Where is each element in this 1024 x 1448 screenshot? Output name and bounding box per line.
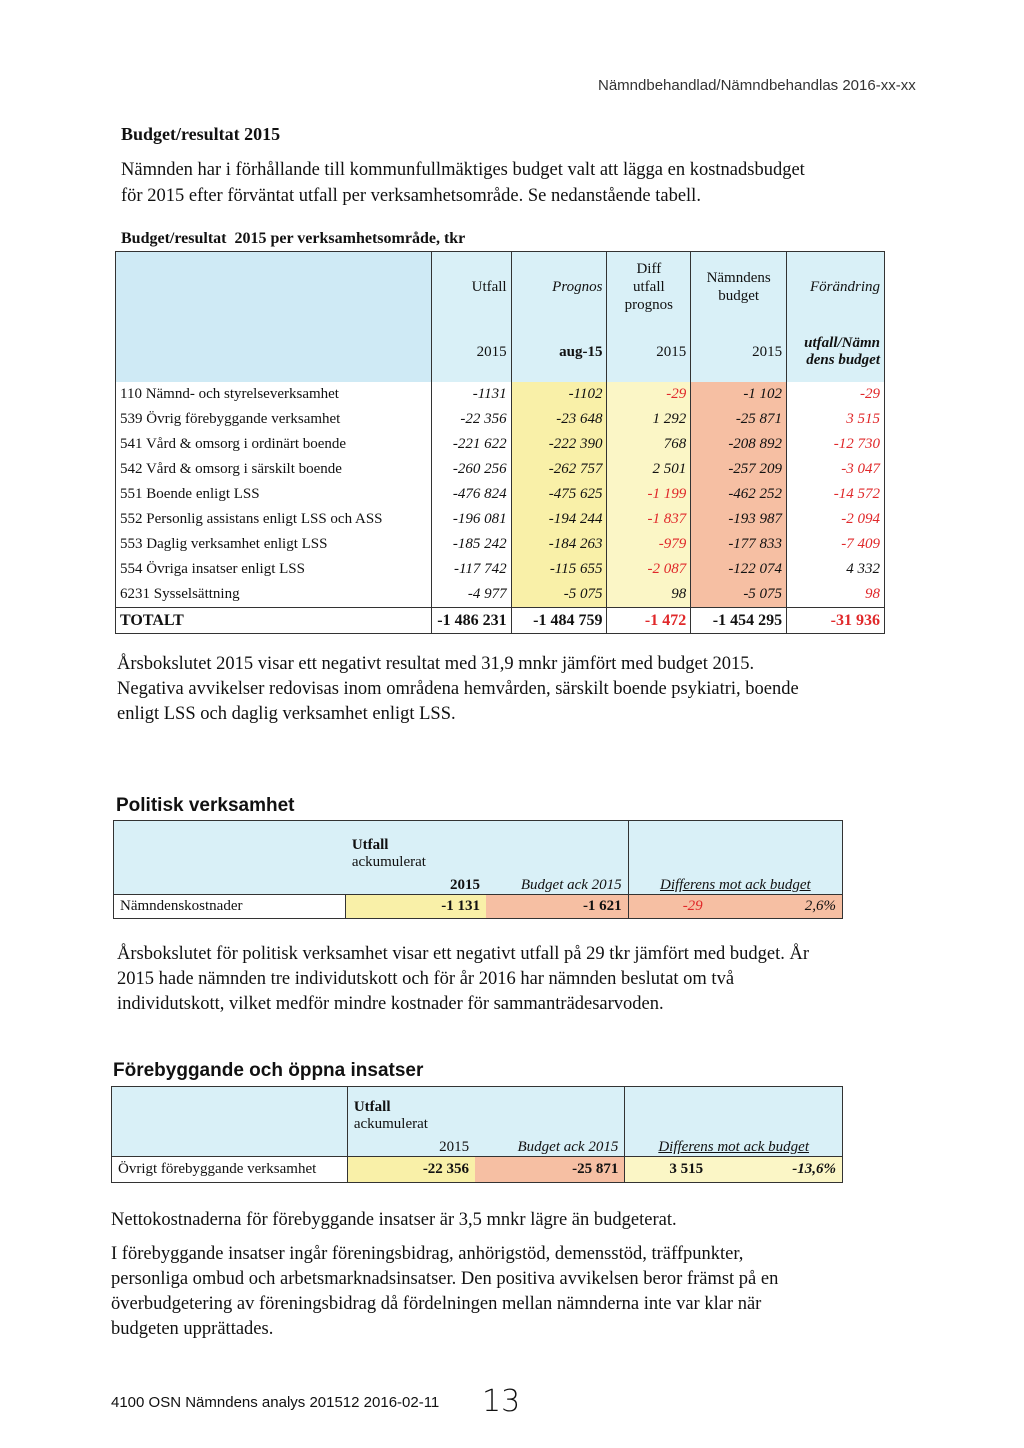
row-label: 110 Nämnd- och styrelseverksamhet	[116, 382, 432, 407]
forebyggande-table	[111, 1086, 843, 1183]
subheader-change-2: dens budget	[806, 352, 880, 368]
para1-line-3: enligt LSS och daglig verksamhet enligt LSS.	[117, 704, 456, 724]
total-budget: -1 454 295	[691, 608, 787, 634]
section-heading-forebyggande: Förebyggande och öppna insatser	[113, 1060, 424, 1081]
pol-row-label: Nämndenskostnader	[114, 895, 346, 919]
fb-budget: -25 871	[475, 1157, 625, 1183]
pol-para-line-3: individutskott, vilket medför mindre kostnader för sammanträdesarvoden.	[117, 994, 664, 1014]
row-change: 98	[787, 582, 885, 608]
total-change: -31 936	[787, 608, 885, 634]
row-diff: 768	[607, 432, 691, 457]
intro-line-2: för 2015 efter förväntat utfall per verksamhetsområde. Se nedanstående tabell.	[121, 186, 701, 206]
fb-col1-2: ackumulerat	[353, 1116, 428, 1132]
row-budget: -25 871	[691, 407, 787, 432]
fb-para2-line-3: överbudgetering av föreningsbidrag då fördelningen mellan nämnderna inte var klar när	[111, 1294, 762, 1314]
header-change: Förändring	[809, 278, 880, 295]
subheader-utfall: 2015	[476, 343, 507, 360]
pol-para-line-2: 2015 hade nämnden tre individutskott och för år 2016 har nämnden beslutat om två	[117, 969, 735, 989]
row-label: 552 Personlig assistans enligt LSS och ASS	[116, 507, 432, 532]
pol-col1-2: ackumulerat	[351, 854, 426, 870]
row-change: -14 572	[787, 482, 885, 507]
row-change: -7 409	[787, 532, 885, 557]
header-budget-2: budget	[718, 288, 760, 304]
politisk-table	[113, 820, 843, 919]
row-utfall: -196 081	[431, 507, 511, 532]
row-budget: -462 252	[691, 482, 787, 507]
subheader-diff: 2015	[656, 343, 687, 360]
table-row	[116, 582, 885, 608]
subheader-budget: 2015	[752, 343, 783, 360]
row-label: 542 Vård & omsorg i särskilt boende	[116, 457, 432, 482]
row-prognos: -184 263	[511, 532, 607, 557]
total-row	[116, 608, 885, 634]
table-row	[116, 507, 885, 532]
row-change: 3 515	[787, 407, 885, 432]
table-row	[116, 457, 885, 482]
header-utfall: Utfall	[471, 278, 507, 295]
pol-para-line-1: Årsbokslutet för politisk verksamhet visar ett negativt utfall på 29 tkr jämfört med budget. År	[117, 944, 810, 964]
row-change: -2 094	[787, 507, 885, 532]
row-prognos: -115 655	[511, 557, 607, 582]
row-change: 4 332	[787, 557, 885, 582]
row-diff: 1 292	[607, 407, 691, 432]
page-number: 13	[482, 1384, 521, 1419]
header-prognos: Prognos	[552, 278, 603, 295]
row-prognos: -1102	[511, 382, 607, 407]
row-label: 6231 Sysselsättning	[116, 582, 432, 608]
fb-para2-line-4: budgeten upprättades.	[111, 1319, 274, 1339]
section-heading-budget: Budget/resultat 2015	[121, 124, 281, 144]
fb-para2-line-2: personliga ombud och arbetsmarknadsinsatser. Den positiva avvikelsen beror främst på en	[111, 1269, 779, 1289]
row-diff: -1 837	[607, 507, 691, 532]
pol-budget: -1 621	[486, 895, 628, 919]
header-blank	[116, 252, 432, 323]
fb-year: 2015	[439, 1139, 470, 1155]
para1-line-1: Årsbokslutet 2015 visar ett negativt resultat med 31,9 mnkr jämfört med budget 2015.	[117, 654, 755, 674]
table-row	[116, 382, 885, 407]
fb-diff: 3 515	[669, 1161, 704, 1177]
row-prognos: -5 075	[511, 582, 607, 608]
fb-col2: Budget ack 2015	[517, 1139, 619, 1155]
row-diff: -29	[607, 382, 691, 407]
row-prognos: -475 625	[511, 482, 607, 507]
row-label: 551 Boende enligt LSS	[116, 482, 432, 507]
row-change: -12 730	[787, 432, 885, 457]
header-diff-3: prognos	[624, 297, 673, 313]
row-budget: -122 074	[691, 557, 787, 582]
pol-hdr-blank	[114, 821, 346, 895]
row-diff: -2 087	[607, 557, 691, 582]
header-budget-1: Nämndens	[706, 270, 771, 286]
pol-col1-1: Utfall	[351, 837, 389, 853]
row-budget: -5 075	[691, 582, 787, 608]
row-budget: -193 987	[691, 507, 787, 532]
total-utfall: -1 486 231	[431, 608, 511, 634]
row-utfall: -117 742	[431, 557, 511, 582]
row-diff: -979	[607, 532, 691, 557]
row-label: 539 Övrig förebyggande verksamhet	[116, 407, 432, 432]
pol-pct: 2,6%	[804, 898, 836, 914]
table-row	[116, 557, 885, 582]
total-diff: -1 472	[607, 608, 691, 634]
header-diff-2: utfall	[633, 279, 665, 295]
total-prognos: -1 484 759	[511, 608, 607, 634]
fb-hdr-blank	[112, 1087, 348, 1157]
subheader-prognos: aug-15	[559, 343, 603, 360]
row-utfall: -185 242	[431, 532, 511, 557]
row-diff: -1 199	[607, 482, 691, 507]
row-label: 554 Övriga insatser enligt LSS	[116, 557, 432, 582]
para1-line-2: Negativa avvikelser redovisas inom områdena hemvården, särskilt boende psykiatri, boende	[117, 679, 799, 699]
row-diff: 2 501	[607, 457, 691, 482]
pol-utfall: -1 131	[346, 895, 486, 919]
intro-line-1: Nämnden har i förhållande till kommunfullmäktiges budget valt att lägga en kostnadsbudget	[121, 160, 805, 180]
table-caption: Budget/resultat 2015 per verksamhetsområde, tkr	[121, 230, 466, 247]
row-prognos: -23 648	[511, 407, 607, 432]
row-budget: -257 209	[691, 457, 787, 482]
row-change: -29	[787, 382, 885, 407]
header-diff-1: Diff	[636, 261, 662, 277]
row-budget: -177 833	[691, 532, 787, 557]
row-utfall: -1131	[431, 382, 511, 407]
row-utfall: -22 356	[431, 407, 511, 432]
row-utfall: -260 256	[431, 457, 511, 482]
pol-col2: Budget ack 2015	[520, 877, 622, 893]
subheader-blank	[116, 322, 432, 382]
section-heading-politisk: Politisk verksamhet	[116, 795, 295, 816]
fb-para-line-1: Nettokostnaderna för förebyggande insatser är 3,5 mnkr lägre än budgeterat.	[111, 1210, 677, 1230]
row-change: -3 047	[787, 457, 885, 482]
total-label: TOTALT	[116, 608, 432, 634]
table-row	[116, 482, 885, 507]
row-utfall: -476 824	[431, 482, 511, 507]
table-row	[116, 532, 885, 557]
fb-para2-line-1: I förebyggande insatser ingår föreningsbidrag, anhörigstöd, demensstöd, träffpunkter,	[111, 1244, 744, 1264]
table-row	[116, 432, 885, 457]
footer-text: 4100 OSN Nämndens analys 201512 2016-02-11	[111, 1394, 440, 1411]
subheader-change-1: utfall/Nämn	[804, 335, 880, 351]
row-prognos: -222 390	[511, 432, 607, 457]
fb-row-label: Övrigt förebyggande verksamhet	[112, 1157, 348, 1183]
pol-col3: Differens mot ack budget	[660, 877, 811, 893]
row-budget: -208 892	[691, 432, 787, 457]
document-reference: Nämndbehandlad/Nämndbehandlas 2016-xx-xx	[598, 77, 916, 94]
row-prognos: -194 244	[511, 507, 607, 532]
pol-year: 2015	[450, 877, 480, 893]
row-label: 541 Vård & omsorg i ordinärt boende	[116, 432, 432, 457]
pol-diff: -29	[682, 898, 703, 914]
row-prognos: -262 757	[511, 457, 607, 482]
fb-col1-1: Utfall	[353, 1099, 391, 1115]
row-utfall: -221 622	[431, 432, 511, 457]
row-label: 553 Daglig verksamhet enligt LSS	[116, 532, 432, 557]
fb-utfall: -22 356	[347, 1157, 475, 1183]
row-utfall: -4 977	[431, 582, 511, 608]
table-row	[116, 407, 885, 432]
fb-pct: -13,6%	[792, 1161, 836, 1177]
budget-result-table	[115, 251, 885, 634]
row-diff: 98	[607, 582, 691, 608]
row-budget: -1 102	[691, 382, 787, 407]
fb-col3: Differens mot ack budget	[658, 1139, 809, 1155]
